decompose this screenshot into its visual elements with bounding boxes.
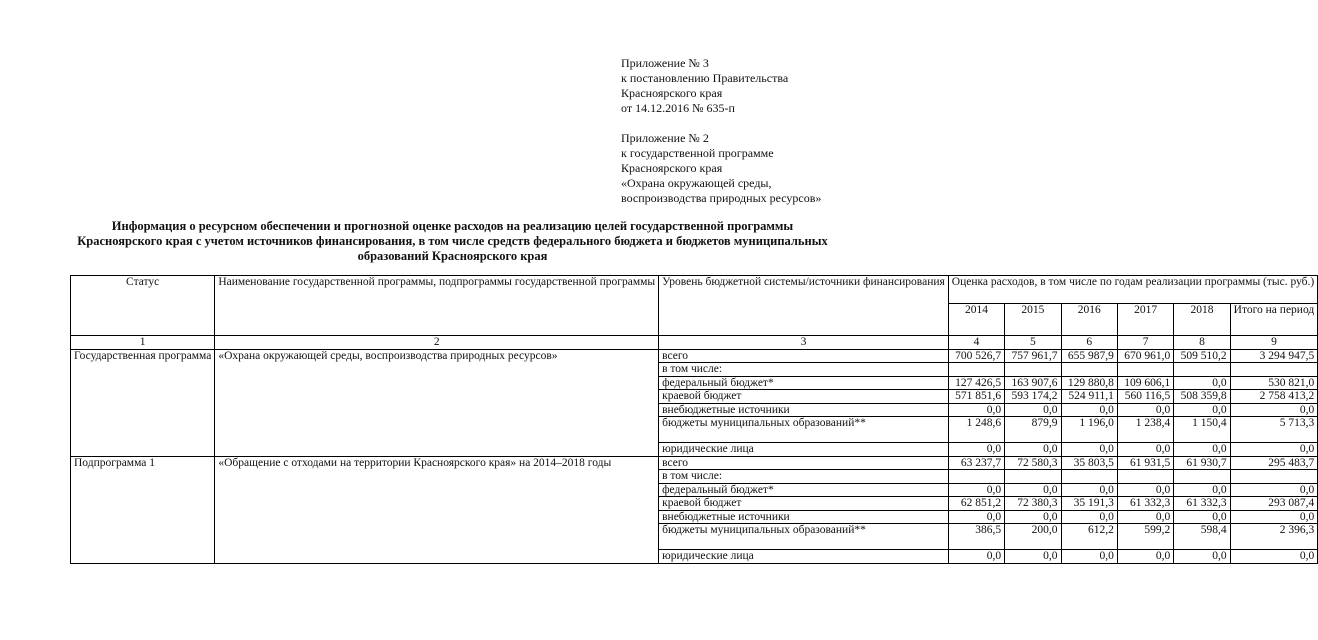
amount-cell: 598,4: [1174, 524, 1230, 550]
amount-cell: 0,0: [948, 483, 1004, 497]
amount-cell: 1 196,0: [1061, 417, 1117, 443]
amount-cell: 0,0: [1117, 510, 1173, 524]
amount-cell: 0,0: [1174, 483, 1230, 497]
header-year-2014: 2014: [948, 304, 1004, 336]
header-year-2018: 2018: [1174, 304, 1230, 336]
column-number: 4: [948, 336, 1004, 350]
amount-cell: 127 426,5: [948, 376, 1004, 390]
amount-cell: 0,0: [1117, 403, 1173, 417]
amount-cell: 295 483,7: [1230, 456, 1318, 470]
amount-cell: 655 987,9: [1061, 349, 1117, 363]
amount-cell: 0,0: [1230, 483, 1318, 497]
header-year-2017: 2017: [1117, 304, 1173, 336]
amount-cell: 593 174,2: [1005, 390, 1061, 404]
amount-cell: 0,0: [1005, 510, 1061, 524]
section-name: «Обращение с отходами на территории Красноярского края» на 2014–2018 годы: [215, 456, 659, 563]
column-number: 2: [215, 336, 659, 350]
amount-cell: 0,0: [1174, 403, 1230, 417]
amount-cell: 670 961,0: [1117, 349, 1173, 363]
amount-cell: 5 713,3: [1230, 417, 1318, 443]
funding-table: [70, 275, 1318, 564]
appendix-block: [621, 56, 821, 206]
amount-cell: 1 238,4: [1117, 417, 1173, 443]
header-estimate: Оценка расходов, в том числе по годам реализации программы (тыс. руб.): [948, 276, 1317, 304]
column-number: 7: [1117, 336, 1173, 350]
table-row: [71, 456, 1318, 470]
appendix-line: Приложение № 3: [621, 56, 709, 70]
amount-cell: 293 087,4: [1230, 497, 1318, 511]
amount-cell: 757 961,7: [1005, 349, 1061, 363]
amount-cell: 61 930,7: [1174, 456, 1230, 470]
amount-cell: 0,0: [948, 510, 1004, 524]
amount-cell: 163 907,6: [1005, 376, 1061, 390]
appendix-line: Красноярского края: [621, 161, 723, 175]
source-label: всего: [659, 456, 949, 470]
amount-cell: 571 851,6: [948, 390, 1004, 404]
amount-cell: [948, 470, 1004, 484]
amount-cell: [1174, 363, 1230, 377]
amount-cell: 612,2: [1061, 524, 1117, 550]
source-label: федеральный бюджет*: [659, 376, 949, 390]
amount-cell: 530 821,0: [1230, 376, 1318, 390]
column-number: 3: [659, 336, 949, 350]
amount-cell: 879,9: [1005, 417, 1061, 443]
amount-cell: 61 931,5: [1117, 456, 1173, 470]
appendix-line: воспроизводства природных ресурсов»: [621, 191, 822, 205]
header-name: Наименование государственной программы, подпрограммы государственной программы: [215, 276, 659, 336]
amount-cell: 0,0: [1005, 483, 1061, 497]
document-title: [40, 219, 865, 264]
amount-cell: 509 510,2: [1174, 349, 1230, 363]
column-number: 9: [1230, 336, 1318, 350]
amount-cell: 62 851,2: [948, 497, 1004, 511]
amount-cell: [1174, 470, 1230, 484]
appendix-line: Приложение № 2: [621, 131, 709, 145]
table-row: [71, 349, 1318, 363]
title-line: Информация о ресурсном обеспечении и прогнозной оценке расходов на реализацию целей государственной программы: [111, 219, 794, 233]
source-label: внебюджетные источники: [659, 403, 949, 417]
amount-cell: 0,0: [1174, 550, 1230, 564]
amount-cell: 0,0: [1174, 443, 1230, 457]
amount-cell: 0,0: [948, 550, 1004, 564]
amount-cell: 0,0: [1061, 403, 1117, 417]
source-label: в том числе:: [659, 363, 949, 377]
amount-cell: 35 191,3: [1061, 497, 1117, 511]
header-level: Уровень бюджетной системы/источники финансирования: [659, 276, 949, 336]
amount-cell: 0,0: [1230, 443, 1318, 457]
amount-cell: [1117, 363, 1173, 377]
column-number: 5: [1005, 336, 1061, 350]
amount-cell: 63 237,7: [948, 456, 1004, 470]
appendix-line: от 14.12.2016 № 635-п: [621, 101, 735, 115]
source-label: юридические лица: [659, 550, 949, 564]
amount-cell: 3 294 947,5: [1230, 349, 1318, 363]
amount-cell: [1061, 470, 1117, 484]
header-year-2016: 2016: [1061, 304, 1117, 336]
section-status: Государственная программа: [71, 349, 215, 456]
amount-cell: 524 911,1: [1061, 390, 1117, 404]
amount-cell: 386,5: [948, 524, 1004, 550]
source-label: бюджеты муниципальных образований**: [659, 417, 949, 443]
source-label: юридические лица: [659, 443, 949, 457]
amount-cell: 0,0: [1230, 403, 1318, 417]
title-line: образований Красноярского края: [357, 249, 548, 263]
appendix-line: «Охрана окружающей среды,: [621, 176, 772, 190]
amount-cell: 72 380,3: [1005, 497, 1061, 511]
header-year-2015: 2015: [1005, 304, 1061, 336]
amount-cell: 2 396,3: [1230, 524, 1318, 550]
amount-cell: 0,0: [1174, 510, 1230, 524]
amount-cell: [1117, 470, 1173, 484]
column-number-row: [71, 336, 1318, 350]
amount-cell: 0,0: [948, 443, 1004, 457]
amount-cell: 0,0: [1117, 443, 1173, 457]
amount-cell: 72 580,3: [1005, 456, 1061, 470]
column-number: 8: [1174, 336, 1230, 350]
amount-cell: 0,0: [1005, 550, 1061, 564]
section-status: Подпрограмма 1: [71, 456, 215, 563]
amount-cell: 0,0: [1061, 510, 1117, 524]
source-label: внебюджетные источники: [659, 510, 949, 524]
source-label: краевой бюджет: [659, 390, 949, 404]
amount-cell: 1 248,6: [948, 417, 1004, 443]
amount-cell: 508 359,8: [1174, 390, 1230, 404]
amount-cell: 129 880,8: [1061, 376, 1117, 390]
source-label: в том числе:: [659, 470, 949, 484]
column-number: 1: [71, 336, 215, 350]
amount-cell: [1005, 363, 1061, 377]
amount-cell: [1230, 470, 1318, 484]
amount-cell: 2 758 413,2: [1230, 390, 1318, 404]
amount-cell: 0,0: [1230, 550, 1318, 564]
amount-cell: 0,0: [1230, 510, 1318, 524]
amount-cell: 560 116,5: [1117, 390, 1173, 404]
amount-cell: 61 332,3: [1117, 497, 1173, 511]
source-label: бюджеты муниципальных образований**: [659, 524, 949, 550]
amount-cell: 0,0: [1117, 483, 1173, 497]
amount-cell: 0,0: [1061, 443, 1117, 457]
appendix-line: к государственной программе: [621, 146, 774, 160]
source-label: краевой бюджет: [659, 497, 949, 511]
amount-cell: [1005, 470, 1061, 484]
amount-cell: [1230, 363, 1318, 377]
header-total: Итого на период: [1230, 304, 1318, 336]
amount-cell: [1061, 363, 1117, 377]
amount-cell: 0,0: [1005, 403, 1061, 417]
title-line: Красноярского края с учетом источников финансирования, в том числе средств федерального бюджета и бюджетов муниципальных: [77, 234, 828, 248]
amount-cell: 0,0: [1061, 550, 1117, 564]
amount-cell: 109 606,1: [1117, 376, 1173, 390]
amount-cell: 61 332,3: [1174, 497, 1230, 511]
appendix-line: к постановлению Правительства: [621, 71, 789, 85]
amount-cell: 200,0: [1005, 524, 1061, 550]
amount-cell: 0,0: [1174, 376, 1230, 390]
section-name: «Охрана окружающей среды, воспроизводства природных ресурсов»: [215, 349, 659, 456]
amount-cell: 0,0: [1005, 443, 1061, 457]
amount-cell: 700 526,7: [948, 349, 1004, 363]
amount-cell: 1 150,4: [1174, 417, 1230, 443]
appendix-line: Красноярского края: [621, 86, 723, 100]
amount-cell: 0,0: [948, 403, 1004, 417]
amount-cell: [948, 363, 1004, 377]
column-number: 6: [1061, 336, 1117, 350]
amount-cell: 599,2: [1117, 524, 1173, 550]
amount-cell: 0,0: [1061, 483, 1117, 497]
header-status: Статус: [71, 276, 215, 336]
amount-cell: 35 803,5: [1061, 456, 1117, 470]
source-label: всего: [659, 349, 949, 363]
source-label: федеральный бюджет*: [659, 483, 949, 497]
amount-cell: 0,0: [1117, 550, 1173, 564]
